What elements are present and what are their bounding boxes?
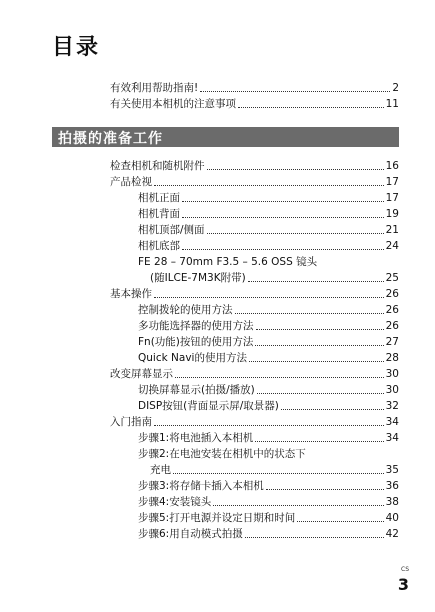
toc-entry-label: 相机背面 — [138, 208, 180, 220]
toc-page-number: 26 — [385, 320, 399, 332]
toc-entry-label: 切换屏幕显示(拍摄/播放) — [138, 384, 255, 396]
toc-entry-label: 产品检视 — [110, 176, 152, 188]
toc-entry-label: 步骤4:安装镜头 — [138, 496, 212, 508]
toc-page-number: 30 — [385, 368, 399, 380]
toc-subentry[interactable] — [138, 349, 399, 365]
toc-leader-dots — [182, 216, 384, 218]
toc-page-number: 27 — [385, 336, 399, 348]
toc-entry-label: 入门指南 — [110, 416, 152, 428]
toc-subentry[interactable] — [138, 525, 399, 541]
toc-leader-dots — [154, 296, 384, 298]
toc-entry-label: 改变屏幕显示 — [110, 368, 173, 380]
toc-leader-dots — [238, 106, 384, 108]
toc-entry-label: 有关使用本相机的注意事项 — [110, 98, 236, 110]
toc-entry-label: 相机底部 — [138, 240, 180, 252]
toc-page-number: 42 — [385, 528, 399, 540]
language-code: CS — [401, 566, 409, 573]
toc-page-number: 25 — [385, 272, 399, 284]
toc-page-number: 30 — [385, 384, 399, 396]
toc-page-number: 34 — [385, 416, 399, 428]
toc-page-number: 38 — [385, 496, 399, 508]
toc-leader-dots — [213, 504, 383, 506]
toc-entry[interactable] — [110, 285, 399, 301]
toc-subentry-step2[interactable] — [138, 445, 306, 461]
toc-leader-dots — [281, 408, 384, 410]
toc-leader-dots — [235, 312, 384, 314]
toc-leader-dots — [182, 248, 384, 250]
toc-leader-dots — [255, 440, 383, 442]
toc-page-number: 26 — [385, 304, 399, 316]
toc-entry-label: 步骤2:在电池安装在相机中的状态下 — [138, 448, 306, 460]
toc-entry-label: 步骤1:将电池插入本相机 — [138, 432, 254, 444]
toc-entry-label: (随ILCE-7M3K附带) — [150, 272, 246, 284]
toc-page-number: 24 — [385, 240, 399, 252]
toc-entry-label: Quick Navi的使用方法 — [138, 352, 247, 364]
toc-subentry[interactable] — [138, 317, 399, 333]
toc-entry-label: 充电 — [150, 464, 171, 476]
toc-leader-dots — [207, 168, 384, 170]
toc-page-number: 34 — [385, 432, 399, 444]
toc-subentry-lens[interactable] — [138, 253, 317, 269]
toc-leader-dots — [256, 328, 384, 330]
toc-entry-label: 相机正面 — [138, 192, 180, 204]
toc-subentry[interactable] — [138, 221, 399, 237]
toc-leader-dots — [297, 520, 383, 522]
toc-page-number: 2 — [392, 82, 399, 94]
toc-leader-dots — [245, 536, 384, 538]
toc-leader-dots — [248, 280, 384, 282]
toc-subentry[interactable] — [138, 301, 399, 317]
toc-subentry[interactable] — [138, 205, 399, 221]
toc-entry-label: 检查相机和随机附件 — [110, 160, 205, 172]
toc-entry[interactable] — [110, 365, 399, 381]
toc-leader-dots — [182, 200, 384, 202]
toc-subentry[interactable] — [138, 397, 399, 413]
toc-leader-dots — [173, 472, 384, 474]
toc-entry-label: Fn(功能)按钮的使用方法 — [138, 336, 254, 348]
toc-entry-label: 基本操作 — [110, 288, 152, 300]
toc-entry-precautions[interactable] — [110, 95, 399, 111]
toc-subentry[interactable] — [138, 333, 399, 349]
toc-page-number: 36 — [385, 480, 399, 492]
toc-subentry[interactable] — [138, 237, 399, 253]
toc-page-number: 11 — [385, 98, 399, 110]
toc-leader-dots — [255, 344, 383, 346]
toc-entry[interactable] — [110, 413, 399, 429]
toc-entry-label: 步骤5:打开电源并设定日期和时间 — [138, 512, 296, 524]
toc-leader-dots — [266, 488, 384, 490]
toc-page-number: 26 — [385, 288, 399, 300]
toc-entry-label: 多功能选择器的使用方法 — [138, 320, 254, 332]
toc-entry-label: 步骤3:将存储卡插入本相机 — [138, 480, 264, 492]
toc-page-number: 40 — [385, 512, 399, 524]
toc-page-number: 19 — [385, 208, 399, 220]
toc-entry-label: 有效利用帮助指南! — [110, 82, 199, 94]
toc-entry-label: 控制拨轮的使用方法 — [138, 304, 233, 316]
toc-leader-dots — [154, 424, 384, 426]
toc-entry-help-guide[interactable] — [110, 79, 399, 95]
toc-subentry-continued[interactable] — [150, 461, 399, 477]
toc-page-number: 17 — [385, 176, 399, 188]
toc-leader-dots — [249, 360, 384, 362]
toc-subentry[interactable] — [138, 509, 399, 525]
toc-page-number: 28 — [385, 352, 399, 364]
page-number: 3 — [397, 575, 409, 594]
section-heading-bar — [52, 127, 399, 147]
toc-entry[interactable] — [110, 173, 399, 189]
toc-entry-label: 步骤6:用自动模式拍摄 — [138, 528, 243, 540]
toc-subentry[interactable] — [138, 493, 399, 509]
toc-entry-label: DISP按钮(背面显示屏/取景器) — [138, 400, 279, 412]
toc-leader-dots — [154, 184, 384, 186]
toc-entry[interactable] — [110, 157, 399, 173]
toc-page-number: 17 — [385, 192, 399, 204]
toc-subentry[interactable] — [138, 477, 399, 493]
page-title: 目录 — [52, 35, 101, 60]
toc-subentry[interactable] — [138, 189, 399, 205]
toc-subentry[interactable] — [138, 381, 399, 397]
toc-leader-dots — [207, 232, 384, 234]
toc-page-number: 35 — [385, 464, 399, 476]
toc-page-number: 21 — [385, 224, 399, 236]
section-heading: 拍摄的准备工作 — [58, 131, 163, 147]
toc-subentry[interactable] — [138, 429, 399, 445]
toc-page-number: 16 — [385, 160, 399, 172]
toc-leader-dots — [175, 376, 384, 378]
toc-page-number: 32 — [385, 400, 399, 412]
toc-subentry-continued[interactable] — [150, 269, 399, 285]
toc-entry-label: FE 28 – 70mm F3.5 – 5.6 OSS 镜头 — [138, 256, 318, 268]
toc-leader-dots — [257, 392, 384, 394]
toc-entry-label: 相机顶部/侧面 — [138, 224, 205, 236]
toc-leader-dots — [200, 90, 390, 92]
